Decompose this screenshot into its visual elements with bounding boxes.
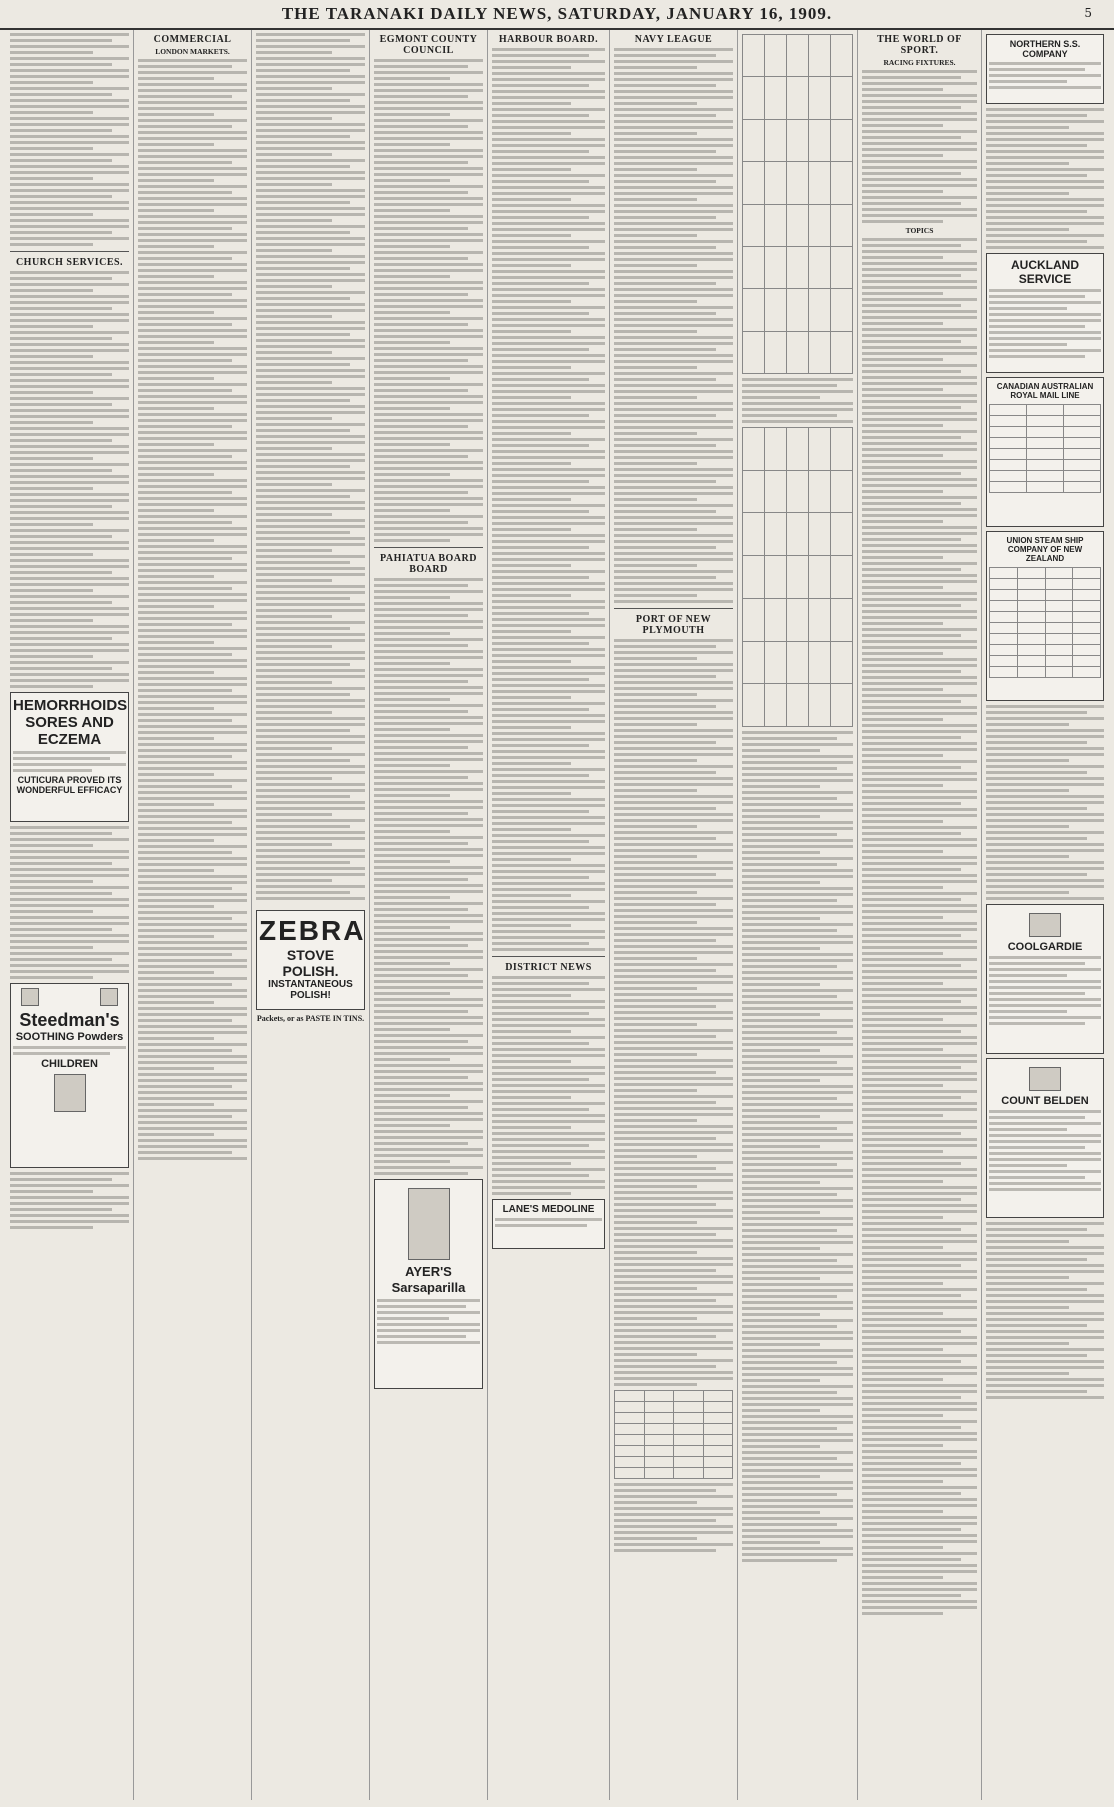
port-heading: PORT OF NEW PLYMOUTH [635, 614, 712, 636]
pahiatua-heading: PAHIATUA BOARD BOARD [380, 553, 477, 575]
navy-league-heading: NAVY LEAGUE [634, 34, 713, 45]
union-steam-title: UNION STEAM SHIP COMPANY OF NEW ZEALAND [1006, 536, 1084, 563]
column-7 [738, 30, 858, 1800]
column-6 [610, 30, 738, 1800]
horse-icon [1029, 1067, 1061, 1091]
shipping-notices [10, 33, 129, 246]
canadian-line-ad [986, 377, 1104, 527]
ayers-ad [374, 1179, 483, 1389]
column-8 [858, 30, 982, 1800]
zebra-title: ZEBRA [259, 915, 366, 946]
column-9 [982, 30, 1108, 1800]
auckland-service-ad [986, 253, 1104, 373]
london-markets-heading: LONDON MARKETS. [155, 47, 230, 56]
steedman-ad [10, 983, 129, 1168]
lanes-ad [492, 1199, 605, 1249]
topics-heading: TOPICS [905, 226, 934, 235]
racing-fixtures-heading: RACING FIXTURES. [883, 58, 956, 67]
masthead-title: THE TARANAKI DAILY NEWS, SATURDAY, JANUARY 16, 1909. [281, 4, 833, 23]
steedman-subtitle: SOOTHING Powders [15, 1031, 124, 1043]
union-steam-ad [986, 531, 1104, 701]
steedman-title: Steedman's [19, 1010, 120, 1030]
count-belden-title: COUNT BELDEN [1001, 1095, 1089, 1107]
count-belden-ad [986, 1058, 1104, 1218]
column-4 [370, 30, 488, 1800]
church-services-heading: CHURCH SERVICES. [15, 257, 124, 268]
horse-icon [1029, 913, 1061, 937]
world-of-sport-heading: THE WORLD OF SPORT. [877, 34, 962, 56]
egmont-council-heading: EGMONT COUNTY COUNCIL [379, 34, 478, 56]
union-schedule-table [989, 567, 1101, 678]
northern-ss-title: NORTHERN S.S. COMPANY [1009, 39, 1081, 59]
coolgardie-ad [986, 904, 1104, 1054]
sailing-schedule-table [989, 404, 1101, 493]
column-2 [134, 30, 252, 1800]
steedman-children: CHILDREN [41, 1058, 98, 1070]
ayers-title: AYER'S Sarsaparilla [391, 1264, 466, 1295]
harbour-board-heading: HARBOUR BOARD. [498, 34, 599, 45]
no-poison-badge-icon [54, 1074, 86, 1112]
district-news-heading: DISTRICT NEWS [505, 962, 592, 973]
zebra-subtitle: STOVE POLISH. [282, 947, 339, 979]
imports-exports-table [742, 427, 853, 727]
zebra-tagline: INSTANTANEOUS POLISH! [268, 979, 353, 1001]
zebra-footer: Packets, or as PASTE IN TINS. [256, 1014, 365, 1023]
hemorrhoids-title: HEMORRHOIDS SORES AND ECZEMA [13, 697, 128, 748]
coolgardie-title: COOLGARDIE [1007, 941, 1083, 953]
ayers-bottle-icon [408, 1188, 450, 1260]
harbour-statistics-table [614, 1390, 733, 1479]
page-number: 5 [1084, 6, 1092, 20]
northern-ss-ad [986, 34, 1104, 104]
cuticura-subtitle: CUTICURA PROVED ITS WONDERFUL EFFICACY [16, 775, 123, 795]
lanes-title: LANE'S MEDOLINE [502, 1204, 595, 1215]
hemorrhoids-ad [10, 692, 129, 822]
shipping-returns-table [742, 34, 853, 374]
column-5 [488, 30, 610, 1800]
church-services-text [10, 271, 129, 688]
columns [6, 30, 1108, 1800]
masthead [0, 0, 1114, 30]
column-1 [6, 30, 134, 1800]
column-3 [252, 30, 370, 1800]
ee-logo-left-icon [21, 988, 39, 1006]
zebra-ad [256, 910, 365, 1010]
canadian-line-title: CANADIAN AUSTRALIAN ROYAL MAIL LINE [996, 382, 1094, 400]
auckland-service-title: AUCKLAND SERVICE [1011, 258, 1079, 286]
commercial-heading: COMMERCIAL [153, 34, 232, 45]
ee-logo-right-icon [100, 988, 118, 1006]
